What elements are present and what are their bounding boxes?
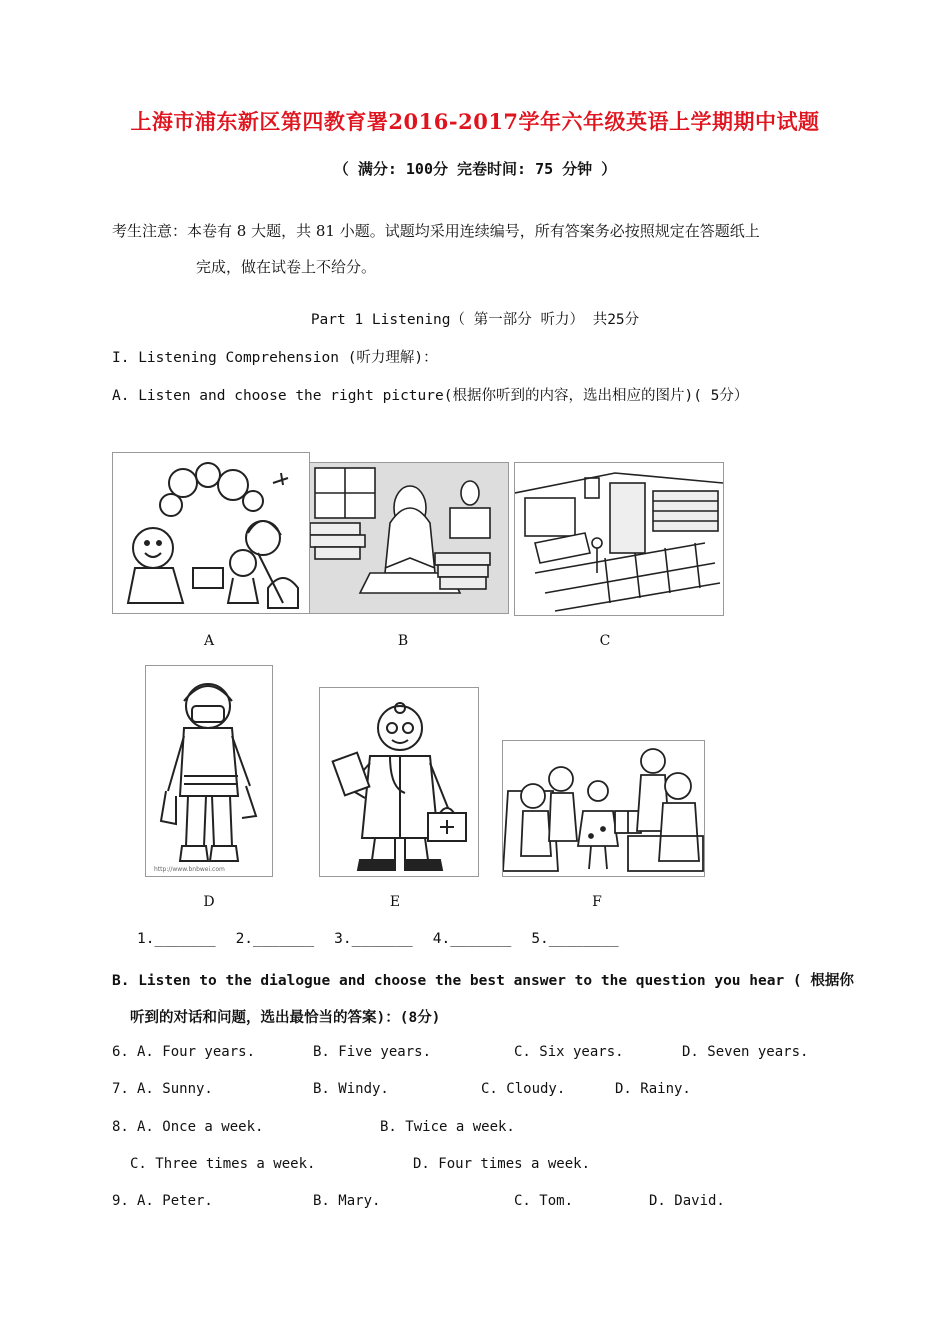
question-6-option-a[interactable]: A. Four years.: [137, 1044, 256, 1060]
question-8-option-b[interactable]: B. Twice a week.: [380, 1119, 515, 1135]
question-7-option-c[interactable]: C. Cloudy.: [481, 1081, 566, 1097]
exam-info: （ 满分: 100分 完卷时间: 75 分钟 ）: [333, 160, 617, 178]
firefighter-picture: [146, 666, 272, 876]
picture-d: [145, 665, 273, 877]
watermark-text: http://www.bnbwei.com: [154, 866, 225, 873]
family-reading-picture: [503, 741, 704, 876]
picture-c: [514, 462, 724, 616]
picture-e-label: E: [389, 894, 401, 910]
question-6-option-b[interactable]: B. Five years.: [313, 1044, 432, 1060]
section-i-heading: I. Listening Comprehension (听力理解)：: [112, 350, 438, 366]
section-a-heading: A. Listen and choose the right picture(根据你听到的内容，选出相应的图片)( 5分）: [112, 388, 749, 404]
picture-a-label: A: [203, 633, 215, 649]
page-title: 上海市浦东新区第四教育署2016-2017学年六年级英语上学期期中试题: [130, 109, 820, 134]
classroom-picture: [515, 463, 723, 615]
section-b-heading: B. Listen to the dialogue and choose the best answer to the question you hear ( 根据你: [112, 973, 854, 989]
part-1-heading: Part 1 Listening（ 第一部分 听力） 共25分: [310, 312, 640, 328]
question-8-option-d[interactable]: D. Four times a week.: [413, 1156, 591, 1172]
picture-b: [309, 462, 509, 614]
answer-blanks: [137, 931, 639, 947]
picture-b-label: B: [397, 633, 409, 649]
section-b-heading-cont: 听到的对话和问题，选出最恰当的答案)：(8分): [130, 1010, 441, 1026]
picture-d-label: D: [203, 894, 215, 910]
picture-f: [502, 740, 705, 877]
blank-2[interactable]: 2._______: [235, 931, 315, 947]
question-7-option-b[interactable]: B. Windy.: [313, 1081, 389, 1097]
question-7-option-d[interactable]: D. Rainy.: [615, 1081, 691, 1097]
exam-notice: [112, 213, 852, 285]
question-6-option-c[interactable]: C. Six years.: [514, 1044, 624, 1060]
blank-5[interactable]: 5.________: [531, 931, 619, 947]
blank-1[interactable]: 1._______: [137, 931, 216, 947]
question-8-number: 8.: [112, 1119, 129, 1135]
library-reading-picture: [310, 463, 508, 613]
question-6-option-d[interactable]: D. Seven years.: [682, 1044, 809, 1060]
question-7-number: 7.: [112, 1081, 129, 1097]
picture-c-label: C: [599, 633, 611, 649]
question-9-option-b[interactable]: B. Mary.: [313, 1193, 381, 1209]
blank-4[interactable]: 4._______: [432, 931, 512, 947]
question-9-number: 9.: [112, 1193, 129, 1209]
question-7-option-a[interactable]: A. Sunny.: [137, 1081, 213, 1097]
question-8-option-c[interactable]: C. Three times a week.: [130, 1156, 316, 1172]
question-9-option-d[interactable]: D. David.: [649, 1193, 725, 1209]
blank-3[interactable]: 3._______: [334, 931, 413, 947]
picture-f-label: F: [592, 894, 602, 910]
picture-a: [112, 452, 310, 614]
question-9-option-c[interactable]: C. Tom.: [514, 1193, 574, 1209]
question-8-option-a[interactable]: A. Once a week.: [137, 1119, 264, 1135]
notice-line-1: 考生注意：本卷有 8 大题，共 81 小题。试题均采用连续编号，所有答案务必按照规定在答题纸上: [112, 222, 760, 240]
picture-e: [319, 687, 479, 877]
doctor-picture: [320, 688, 478, 876]
family-picnic-picture: [113, 453, 309, 613]
question-6-number: 6.: [112, 1044, 129, 1060]
notice-line-2: 完成，做在试卷上不给分。: [196, 258, 377, 276]
question-9-option-a[interactable]: A. Peter.: [137, 1193, 213, 1209]
